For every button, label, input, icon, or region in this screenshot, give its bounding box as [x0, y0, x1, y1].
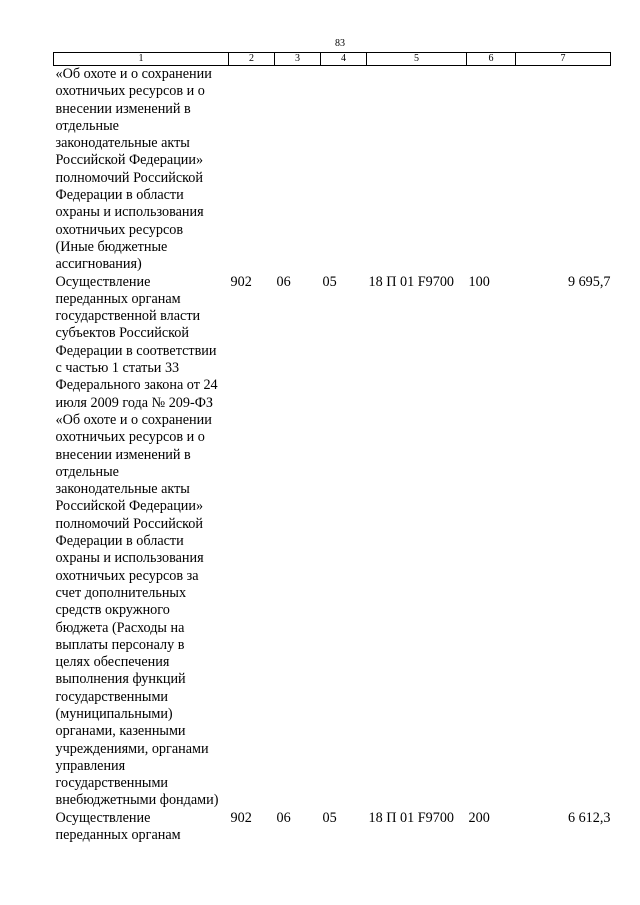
- page-number: 83: [335, 38, 345, 49]
- header-col-7: 7: [516, 53, 611, 66]
- row-amount: [516, 66, 611, 274]
- header-row: [54, 53, 611, 66]
- table-row: [54, 274, 611, 810]
- header-col-1: 1: [54, 53, 229, 66]
- budget-table: [53, 52, 611, 844]
- row-target-article: [367, 66, 467, 274]
- row-description: Осуществление переданных органам государственной власти субъектов Российской Федерации в соответствии с частью 1 статьи 33 Федерального закона от 24 июля 2009 года № 209-ФЗ «Об охоте и о сохранении охотничьих ресурсов и о внесении изменений в отдельные законодательные акты Российской Федерации» полномочий Российской Федерации в области охраны и использования охотничьих ресурсов за счет дополнительных средств окружного бюджета (Расходы на выплаты персоналу в целях обеспечения выполнения функций государственными (муниципальными) органами, казенными учреждениями, органами управления государственными внебюджетными фондами): [55, 273, 219, 809]
- row-section: 06: [276, 809, 291, 826]
- row-expense-type: 100: [468, 273, 490, 290]
- table-body: [54, 66, 611, 845]
- table-header: [54, 53, 611, 66]
- row-target-article: 18 П 01 F9700: [368, 809, 455, 826]
- row-target-article: 18 П 01 F9700: [368, 273, 455, 290]
- row-expense-type: 200: [468, 809, 490, 826]
- row-expense-type: [467, 66, 516, 274]
- header-col-3: 3: [275, 53, 321, 66]
- row-section: 06: [276, 273, 291, 290]
- row-amount: 6 612,3: [567, 809, 611, 826]
- row-subsection: 05: [322, 273, 337, 290]
- row-section: [275, 66, 321, 274]
- table-row: [54, 66, 611, 274]
- row-ministry: 902: [230, 273, 252, 290]
- row-description: «Об охоте и о сохранении охотничьих ресурсов и о внесении изменений в отдельные законодательные акты Российской Федерации» полномочий Российской Федерации в области охраны и использования охотничьих ресурсов (Иные бюджетные ассигнования): [55, 66, 212, 273]
- row-amount: 9 695,7: [567, 273, 611, 290]
- header-col-2: 2: [229, 53, 275, 66]
- row-ministry: [229, 66, 275, 274]
- header-col-4: 4: [321, 53, 367, 66]
- header-col-6: 6: [467, 53, 516, 66]
- table-row: [54, 810, 611, 845]
- row-subsection: 05: [322, 809, 337, 826]
- row-ministry: 902: [230, 809, 252, 826]
- row-subsection: [321, 66, 367, 274]
- header-col-5: 5: [367, 53, 467, 66]
- row-description: Осуществление переданных органам: [55, 809, 181, 844]
